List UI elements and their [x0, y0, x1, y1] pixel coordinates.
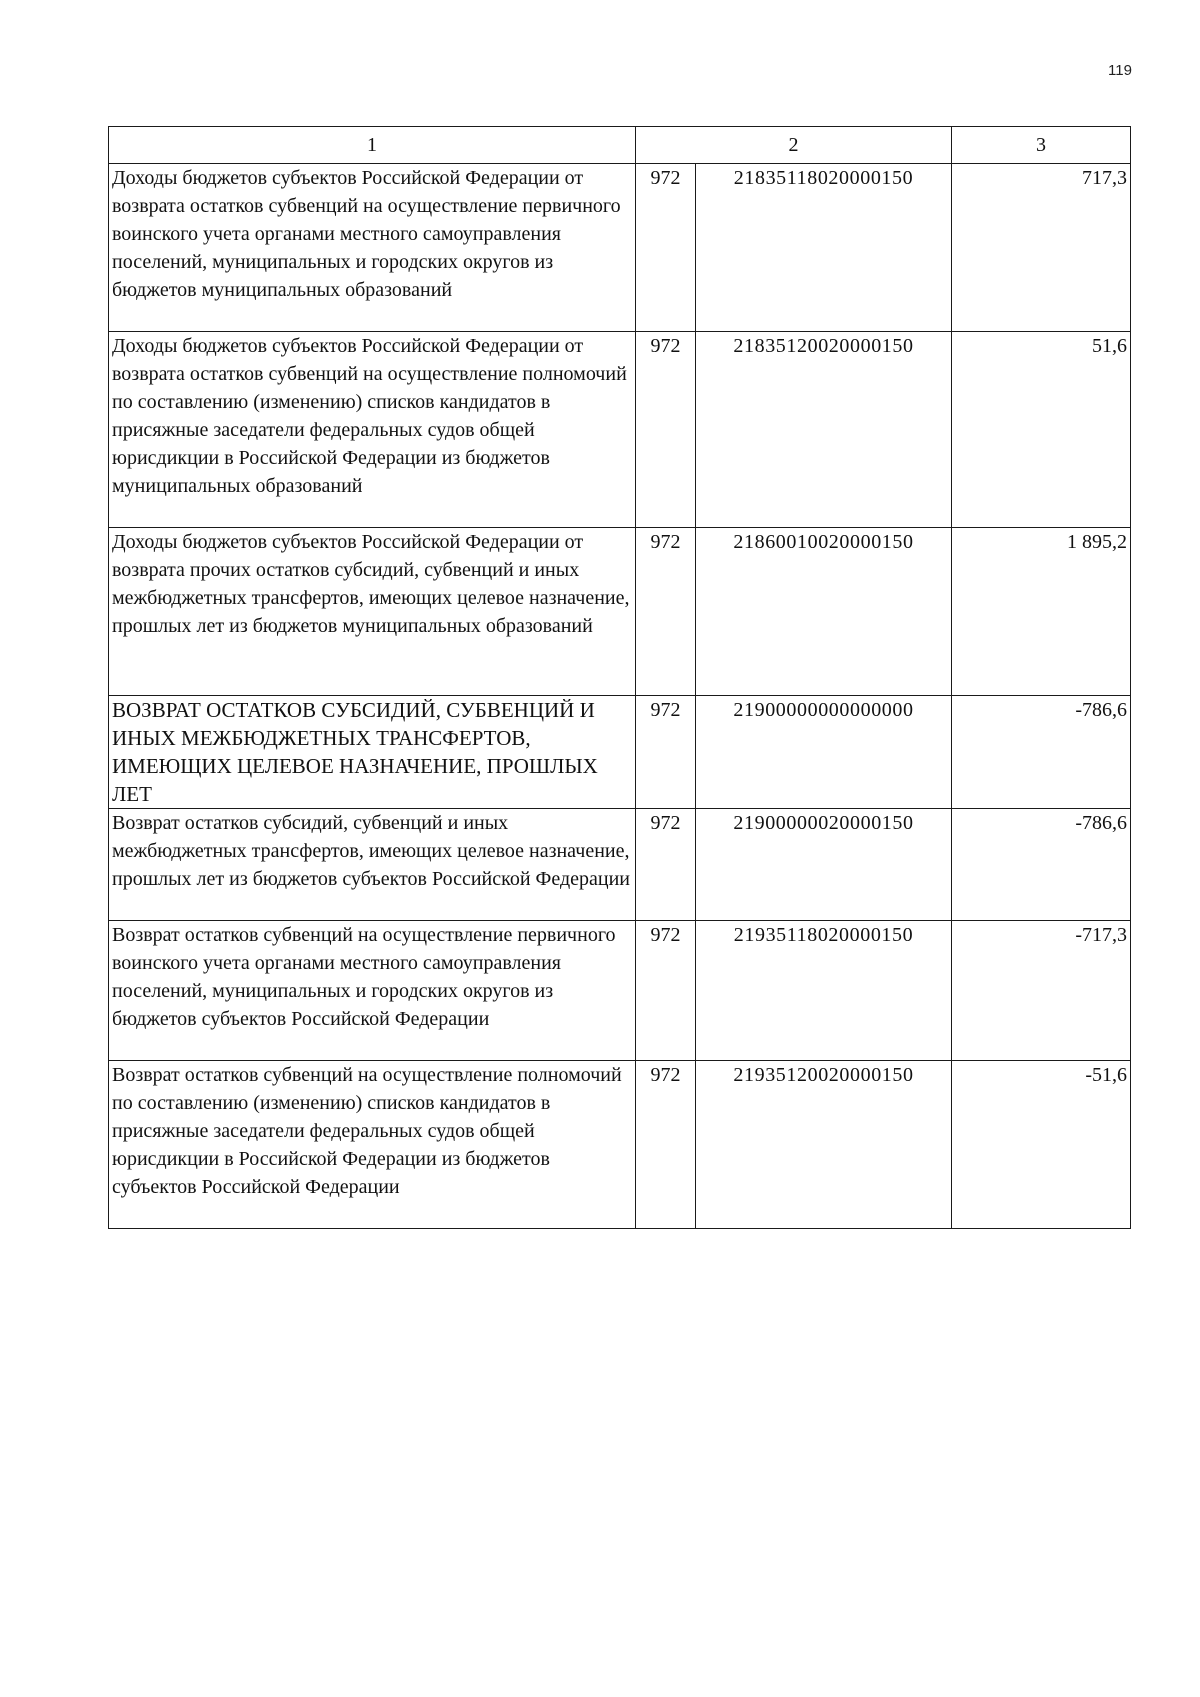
table-row — [109, 1061, 1131, 1229]
row-admin-code: 972 — [636, 332, 696, 528]
row-budget-code: 21835120020000150 — [696, 332, 952, 528]
table-row — [109, 809, 1131, 921]
header-col-2: 2 — [636, 127, 952, 164]
row-budget-code: 21900000020000150 — [696, 809, 952, 921]
row-description: Доходы бюджетов субъектов Российской Федерации от возврата прочих остатков субсидий, субвенций и иных межбюджетных трансфертов, имеющих целевое назначение, прошлых лет из бюджетов муниципальных образований — [109, 528, 636, 696]
row-amount: 717,3 — [952, 164, 1131, 332]
row-description: ВОЗВРАТ ОСТАТКОВ СУБСИДИЙ, СУБВЕНЦИЙ И ИНЫХ МЕЖБЮДЖЕТНЫХ ТРАНСФЕРТОВ, ИМЕЮЩИХ ЦЕЛЕВОЕ НАЗНАЧЕНИЕ, ПРОШЛЫХ ЛЕТ — [109, 696, 636, 809]
row-amount: -51,6 — [952, 1061, 1131, 1229]
row-budget-code: 21835118020000150 — [696, 164, 952, 332]
row-admin-code: 972 — [636, 921, 696, 1061]
row-amount: -717,3 — [952, 921, 1131, 1061]
row-admin-code: 972 — [636, 809, 696, 921]
row-budget-code: 21860010020000150 — [696, 528, 952, 696]
row-budget-code: 21900000000000000 — [696, 696, 952, 809]
row-description: Доходы бюджетов субъектов Российской Федерации от возврата остатков субвенций на осуществление первичного воинского учета органами местного самоуправления поселений, муниципальных и городских округов из бюджетов муниципальных образований — [109, 164, 636, 332]
row-amount: 51,6 — [952, 332, 1131, 528]
row-amount: -786,6 — [952, 809, 1131, 921]
row-description: Возврат остатков субсидий, субвенций и иных межбюджетных трансфертов, имеющих целевое назначение, прошлых лет из бюджетов субъектов Российской Федерации — [109, 809, 636, 921]
row-admin-code: 972 — [636, 1061, 696, 1229]
table-row — [109, 528, 1131, 696]
header-col-3: 3 — [952, 127, 1131, 164]
row-description: Возврат остатков субвенций на осуществление полномочий по составлению (изменению) списков кандидатов в присяжные заседатели федеральных судов общей юрисдикции в Российской Федерации из бюджетов субъектов Российской Федерации — [109, 1061, 636, 1229]
row-admin-code: 972 — [636, 528, 696, 696]
row-admin-code: 972 — [636, 164, 696, 332]
row-budget-code: 21935118020000150 — [696, 921, 952, 1061]
table-row — [109, 696, 1131, 809]
row-budget-code: 21935120020000150 — [696, 1061, 952, 1229]
row-amount: -786,6 — [952, 696, 1131, 809]
table-row — [109, 164, 1131, 332]
table-row — [109, 921, 1131, 1061]
page-number: 119 — [1108, 62, 1132, 79]
table-row — [109, 332, 1131, 528]
table-header-row — [109, 127, 1131, 164]
row-amount: 1 895,2 — [952, 528, 1131, 696]
header-col-1: 1 — [109, 127, 636, 164]
budget-revenue-table — [108, 126, 1131, 1229]
row-admin-code: 972 — [636, 696, 696, 809]
row-description: Доходы бюджетов субъектов Российской Федерации от возврата остатков субвенций на осуществление полномочий по составлению (изменению) списков кандидатов в присяжные заседатели федеральных судов общей юрисдикции в Российской Федерации из бюджетов муниципальных образований — [109, 332, 636, 528]
row-description: Возврат остатков субвенций на осуществление первичного воинского учета органами местного самоуправления поселений, муниципальных и городских округов из бюджетов субъектов Российской Федерации — [109, 921, 636, 1061]
